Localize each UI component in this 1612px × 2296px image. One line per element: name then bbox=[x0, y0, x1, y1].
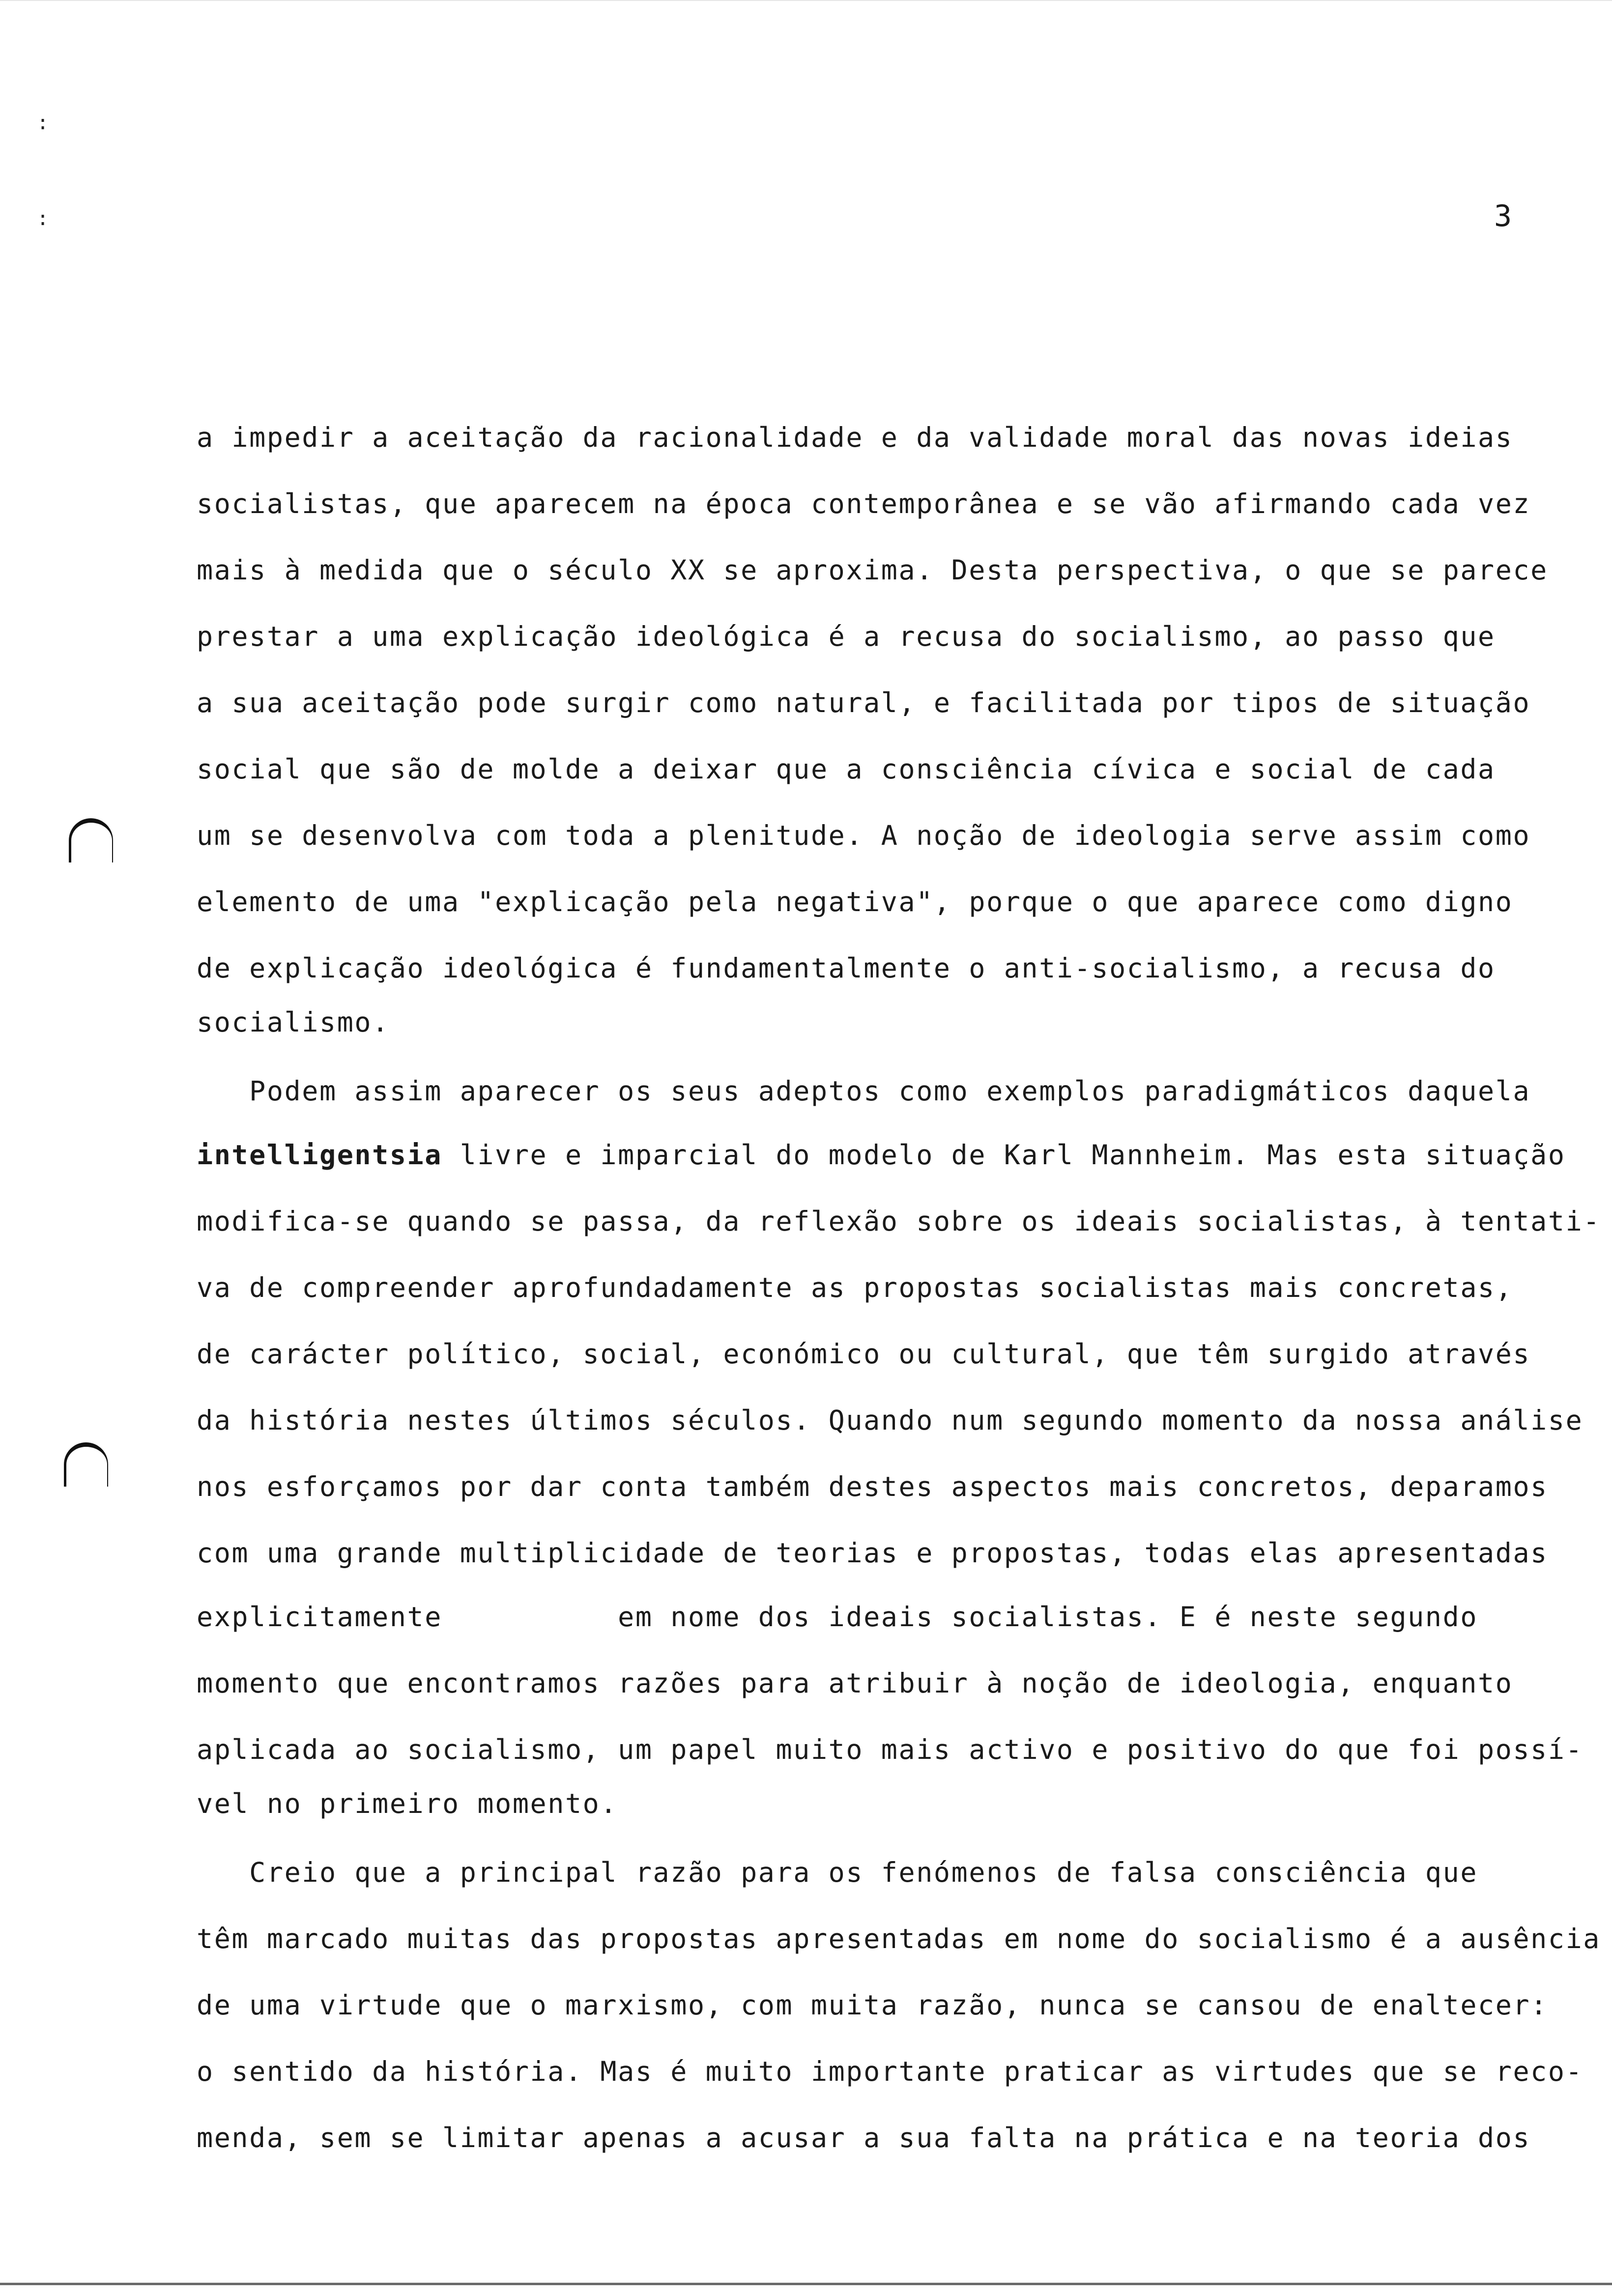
text-line: Creio que a principal razão para os fenómenos de falsa consciência que bbox=[197, 1857, 1478, 1888]
margin-mark-top: : bbox=[37, 112, 49, 134]
text-line: de carácter político, social, económico ou cultural, que têm surgido através bbox=[197, 1338, 1531, 1370]
text-line: com uma grande multiplicidade de teorias e propostas, todas elas apresentadas bbox=[197, 1537, 1548, 1569]
text-line: de uma virtude que o marxismo, com muita razão, nunca se cansou de enaltecer: bbox=[197, 1989, 1548, 2021]
text-line: o sentido da história. Mas é muito importante praticar as virtudes que se reco- bbox=[197, 2056, 1583, 2087]
text-line: modifica-se quando se passa, da reflexão sobre os ideais socialistas, à tentati- bbox=[197, 1205, 1601, 1237]
text-line: têm marcado muitas das propostas apresentadas em nome do socialismo é a ausência bbox=[197, 1923, 1601, 1954]
text-fragment: livre e imparcial do modelo de Karl Mannheim. Mas esta situação bbox=[442, 1139, 1566, 1171]
text-line: Podem assim aparecer os seus adeptos como exemplos paradigmáticos daquela bbox=[197, 1075, 1531, 1107]
emphasized-term: intelligentsia bbox=[197, 1139, 442, 1171]
text-line: menda, sem se limitar apenas a acusar a sua falta na prática e na teoria dos bbox=[197, 2122, 1531, 2153]
text-line: a impedir a aceitação da racionalidade e da validade moral das novas ideias bbox=[197, 422, 1513, 453]
text-line-with-emphasis bbox=[197, 1135, 1566, 1175]
page-number: 3 bbox=[1494, 199, 1512, 233]
punch-hole-mark-upper bbox=[69, 818, 113, 862]
text-line: social que são de molde a deixar que a consciência cívica e social de cada bbox=[197, 753, 1496, 785]
text-line: prestar a uma explicação ideológica é a recusa do socialismo, ao passo que bbox=[197, 621, 1496, 652]
text-line: socialistas, que aparecem na época contemporânea e se vão afirmando cada vez bbox=[197, 488, 1531, 519]
scan-top-edge bbox=[0, 0, 1612, 1]
text-line: nos esforçamos por dar conta também destes aspectos mais concretos, deparamos bbox=[197, 1471, 1548, 1502]
text-line: vel no primeiro momento. bbox=[197, 1788, 618, 1819]
text-line: da história nestes últimos séculos. Quando num segundo momento da nossa análise bbox=[197, 1405, 1583, 1436]
scan-bottom-edge bbox=[0, 2283, 1612, 2285]
text-line: mais à medida que o século XX se aproxima. Desta perspectiva, o que se parece bbox=[197, 554, 1548, 586]
text-line: aplicada ao socialismo, um papel muito mais activo e positivo do que foi possí- bbox=[197, 1734, 1583, 1765]
text-line: elemento de uma "explicação pela negativa", porque o que aparece como digno bbox=[197, 886, 1513, 918]
text-line: va de compreender aprofundadamente as propostas socialistas mais concretas, bbox=[197, 1272, 1513, 1303]
text-line: a sua aceitação pode surgir como natural, e facilitada por tipos de situação bbox=[197, 687, 1531, 718]
text-line: um se desenvolva com toda a plenitude. A noção de ideologia serve assim como bbox=[197, 820, 1531, 851]
text-line: socialismo. bbox=[197, 1006, 390, 1038]
punch-hole-mark-lower bbox=[64, 1442, 108, 1487]
margin-mark-second: : bbox=[37, 207, 49, 230]
text-line: momento que encontramos razões para atribuir à noção de ideologia, enquanto bbox=[197, 1667, 1513, 1699]
text-line: explicitamente em nome dos ideais socialistas. E é neste segundo bbox=[197, 1601, 1478, 1633]
text-line: de explicação ideológica é fundamentalmente o anti-socialismo, a recusa do bbox=[197, 952, 1496, 984]
